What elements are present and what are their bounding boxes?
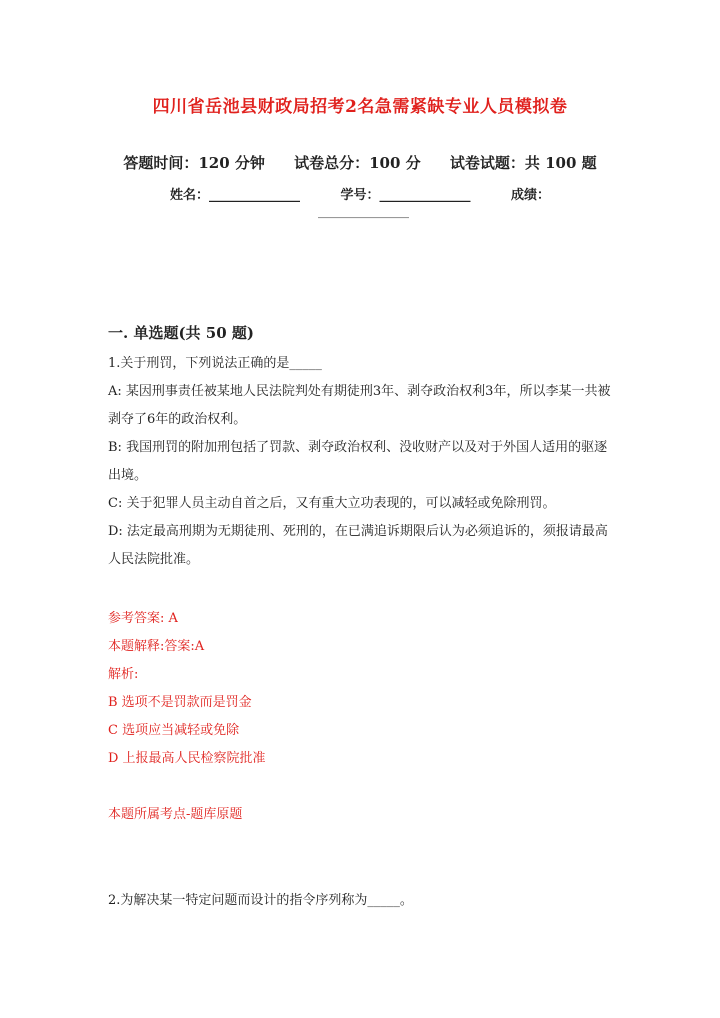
knowledge-point: 本题所属考点-题库原题 bbox=[108, 807, 243, 822]
option-b: B: 我国刑罚的附加刑包括了罚款、剥夺政治权利、没收财产以及对于外国人适用的驱逐出境。 bbox=[108, 440, 608, 483]
analysis-label: 解析: bbox=[108, 667, 139, 682]
exam-question-count: 试卷试题：共 100 题 bbox=[449, 154, 597, 172]
option-c: C: 关于犯罪人员主动自首之后，又有重大立功表现的，可以减轻或免除刑罚。 bbox=[108, 496, 556, 511]
student-number-field: 学号：______________ bbox=[340, 188, 471, 203]
section-title: 一. 单选题(共 50 题) bbox=[108, 324, 254, 342]
question-stem: 1.关于刑罚，下列说法正确的是_____ bbox=[108, 356, 322, 371]
exam-time: 答题时间：120 分钟 bbox=[123, 154, 265, 172]
explanation-label: 本题解释:答案:A bbox=[108, 639, 205, 654]
student-info bbox=[0, 184, 720, 203]
exam-total-score: 试卷总分：100 分 bbox=[294, 154, 421, 172]
exam-title: 四川省岳池县财政局招考2名急需紧缺专业人员模拟卷 bbox=[152, 97, 568, 117]
analysis-line: D 上报最高人民检察院批准 bbox=[108, 751, 266, 766]
analysis-line: C 选项应当减轻或免除 bbox=[108, 723, 240, 738]
option-d: D: 法定最高刑期为无期徒刑、死刑的，在已满追诉期限后认为必须追诉的，须报请最高人民法院批准。 bbox=[108, 524, 608, 567]
analysis-line: B 选项不是罚款而是罚金 bbox=[108, 695, 252, 710]
student-score-label: 成绩： bbox=[511, 188, 551, 203]
student-name-field: 姓名：______________ bbox=[169, 188, 300, 203]
option-a: A: 某因刑事责任被某地人民法院判处有期徒刑3年、剥夺政治权利3年，所以李某一共被剥夺了6年的政治权利。 bbox=[108, 384, 611, 427]
question-1 bbox=[108, 350, 613, 574]
question-2-stem: 2.为解决某一特定问题而设计的指令序列称为_____。 bbox=[108, 893, 413, 908]
answer: 参考答案: A bbox=[108, 611, 178, 626]
student-score-blank: ______________ bbox=[318, 204, 409, 219]
exam-info bbox=[0, 152, 720, 173]
